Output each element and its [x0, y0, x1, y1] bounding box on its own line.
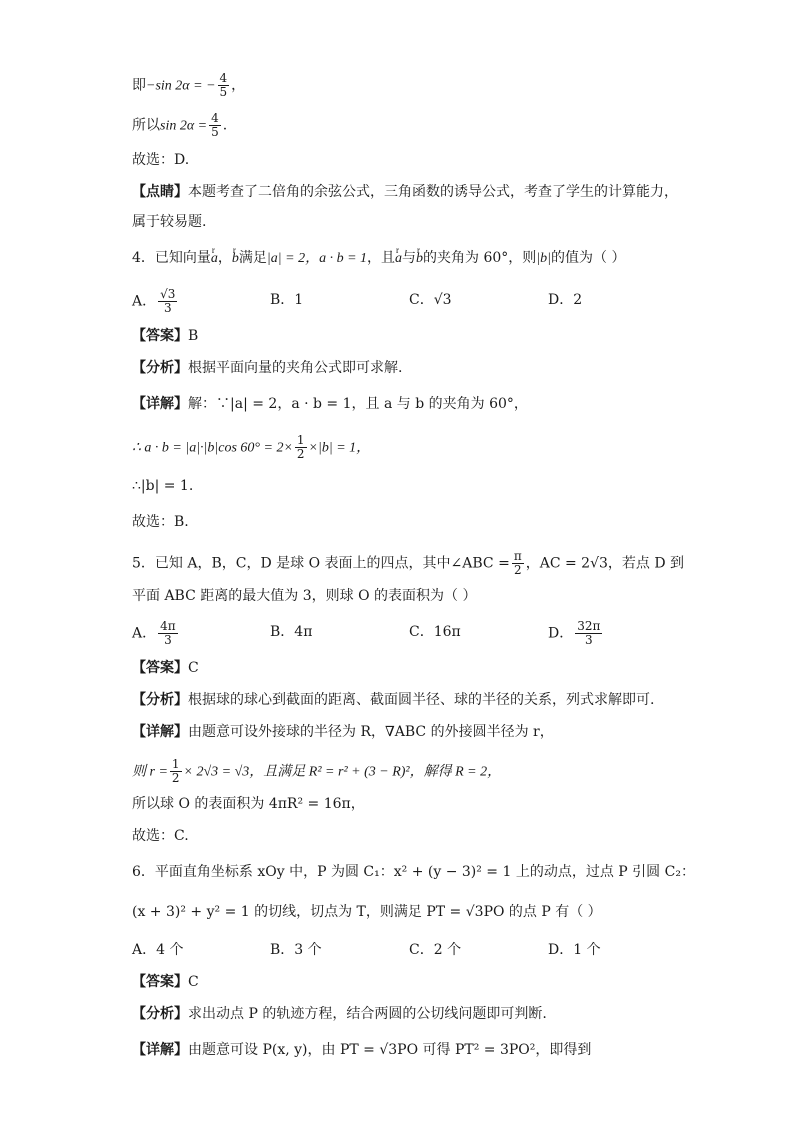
denominator: 2 — [171, 771, 180, 785]
option-b[interactable]: B．1 — [270, 292, 304, 308]
answer-tag: 【答案】 — [132, 974, 188, 990]
option-d[interactable]: D．2 — [548, 292, 583, 308]
text-line — [132, 112, 227, 139]
option-b[interactable]: B．4π — [270, 624, 313, 640]
question-5-stem — [132, 550, 684, 577]
numerator: √3 — [160, 287, 176, 301]
detail-formula-line — [132, 434, 370, 461]
detail-tag: 【详解】 — [132, 396, 188, 412]
answer-line — [132, 658, 199, 678]
option-a[interactable] — [132, 288, 179, 315]
fraction — [575, 620, 602, 647]
answer-choice-line: 故选：D. — [132, 152, 190, 168]
answer-line — [132, 972, 199, 992]
option-d[interactable] — [548, 620, 604, 647]
question-4-stem — [132, 248, 625, 269]
numerator: 4 — [219, 71, 228, 85]
option-label: A． — [132, 293, 157, 310]
detail-formula-line: 所以球 O 的表面积为 4πR² = 16π， — [132, 796, 365, 812]
comment-line — [132, 182, 678, 202]
stem-text: 的值为（ ） — [551, 250, 626, 266]
stem-text: ，AC = 2√3，若点 D 到 — [525, 555, 685, 572]
answer-choice-line: 故选：C. — [132, 828, 189, 844]
denominator: 5 — [211, 125, 219, 139]
answer-tag: 【答案】 — [132, 660, 188, 676]
line-text: 所以 — [132, 117, 160, 134]
question-6-stem: 6．平面直角坐标系 xOy 中，P 为圆 C₁：x² + (y − 3)² = 1 上的动点，过点 P 引圆 C₂： — [132, 864, 695, 880]
option-b[interactable]: B．3 个 — [270, 942, 322, 958]
option-c[interactable]: C．2 个 — [409, 942, 462, 958]
formula: × 2√3 = √3，且满足 R² = r² + (3 − R)²，解得 R = 2， — [183, 764, 502, 780]
detail-text: 解：∵|a| = 2，a · b = 1，且 a 与 b 的夹角为 60°， — [188, 396, 528, 412]
answer-text: C — [188, 660, 199, 676]
vector-a: r a — [211, 249, 218, 269]
question-5-stem-2: 平面 ABC 距离的最大值为 3，则球 O 的表面积为（ ） — [132, 588, 477, 604]
fraction — [158, 288, 177, 315]
detail-line — [132, 1040, 591, 1060]
option-label: C． — [409, 292, 434, 308]
formula: sin 2α = — [160, 118, 208, 134]
text-line — [132, 72, 245, 99]
stem-text: ， — [217, 250, 232, 266]
answer-text: B — [188, 328, 199, 344]
option-c[interactable] — [409, 290, 452, 310]
formula: a · b = 1 — [319, 251, 368, 266]
denominator: 5 — [219, 85, 228, 99]
denominator: 3 — [584, 633, 593, 647]
option-label: D． — [548, 625, 574, 642]
vector-b: r b — [416, 249, 423, 269]
analysis-line — [132, 358, 402, 378]
detail-formula-line — [132, 758, 501, 785]
numerator: 1 — [296, 433, 305, 447]
analysis-tag: 【分析】 — [132, 360, 188, 376]
analysis-tag: 【分析】 — [132, 1006, 188, 1022]
vector-a: r a — [395, 249, 402, 269]
comment-text: 本题考查了二倍角的余弦公式，三角函数的诱导公式，考查了学生的计算能力， — [188, 184, 678, 200]
analysis-text: 求出动点 P 的轨迹方程，结合两圆的公切线问题即可判断. — [188, 1006, 547, 1022]
stem-text: 4．已知向量 — [132, 250, 211, 266]
analysis-text: 根据平面向量的夹角公式即可求解. — [188, 360, 403, 376]
detail-text: 由题意可设外接球的半径为 R，∇ABC 的外接圆半径为 r， — [188, 724, 554, 740]
option-label: A． — [132, 625, 157, 642]
detail-tag: 【详解】 — [132, 724, 188, 740]
denominator: 2 — [296, 447, 305, 461]
punctuation: . — [222, 117, 228, 134]
detail-text: 由题意可设 P(x, y)，由 PT = √3PO 可得 PT² = 3PO²，即得到 — [188, 1042, 592, 1058]
answer-line — [132, 326, 198, 346]
stem-text: 满足 — [238, 250, 267, 266]
fraction — [512, 550, 524, 577]
line-text: 即 — [132, 77, 146, 94]
detail-line — [132, 394, 528, 414]
fraction — [209, 112, 221, 139]
formula: |a| = 2， — [266, 251, 320, 266]
formula: −sin 2α = − — [146, 78, 216, 94]
analysis-tag: 【分析】 — [132, 692, 188, 708]
formula: ∴ a · b = |a|·|b|cos 60° = 2× — [132, 440, 293, 456]
denominator: 2 — [513, 563, 522, 577]
detail-tag: 【详解】 — [132, 1042, 188, 1058]
question-6-stem-2: (x + 3)² + y² = 1 的切线，切点为 T，则满足 PT = √3PO 的点 P 有（ ） — [132, 904, 602, 920]
formula: 则 r = — [132, 764, 168, 780]
analysis-line — [132, 690, 654, 710]
fraction — [158, 620, 178, 647]
vector-b: r b — [232, 249, 239, 269]
option-a[interactable]: A．4 个 — [132, 942, 184, 958]
punctuation: ， — [231, 77, 246, 94]
answer-choice-line: 故选：B. — [132, 514, 189, 530]
denominator: 3 — [164, 633, 172, 647]
numerator: π — [513, 549, 522, 563]
answer-tag: 【答案】 — [132, 328, 188, 344]
option-a[interactable] — [132, 620, 180, 647]
analysis-text: 根据球的球心到截面的距离、截面圆半径、球的半径的关系，列式求解即可. — [188, 692, 655, 708]
option-d[interactable]: D．1 个 — [548, 942, 601, 958]
stem-text: 5．已知 A，B，C，D 是球 O 表面上的四点，其中∠ABC = — [132, 555, 510, 572]
option-value: √3 — [433, 292, 452, 308]
formula: |b| — [536, 251, 551, 266]
numerator: 1 — [171, 757, 180, 771]
comment-line-2: 属于较易题. — [132, 214, 207, 230]
fraction — [295, 434, 307, 461]
stem-text: 与 — [402, 250, 417, 266]
stem-text: ，且 — [367, 250, 396, 266]
numerator: 4π — [160, 619, 176, 633]
comment-tag: 【点睛】 — [132, 184, 188, 200]
denominator: 3 — [163, 301, 172, 315]
fraction — [218, 72, 230, 99]
detail-line — [132, 722, 554, 742]
detail-formula-line: ∴|b| = 1. — [132, 478, 194, 494]
formula: ×|b| = 1， — [308, 440, 371, 456]
fraction — [170, 758, 182, 785]
answer-text: C — [188, 974, 199, 990]
numerator: 4 — [211, 111, 219, 125]
stem-text: 的夹角为 60°，则 — [423, 250, 537, 266]
numerator: 32π — [577, 619, 601, 633]
option-c[interactable]: C．16π — [409, 624, 461, 640]
analysis-line — [132, 1004, 547, 1024]
